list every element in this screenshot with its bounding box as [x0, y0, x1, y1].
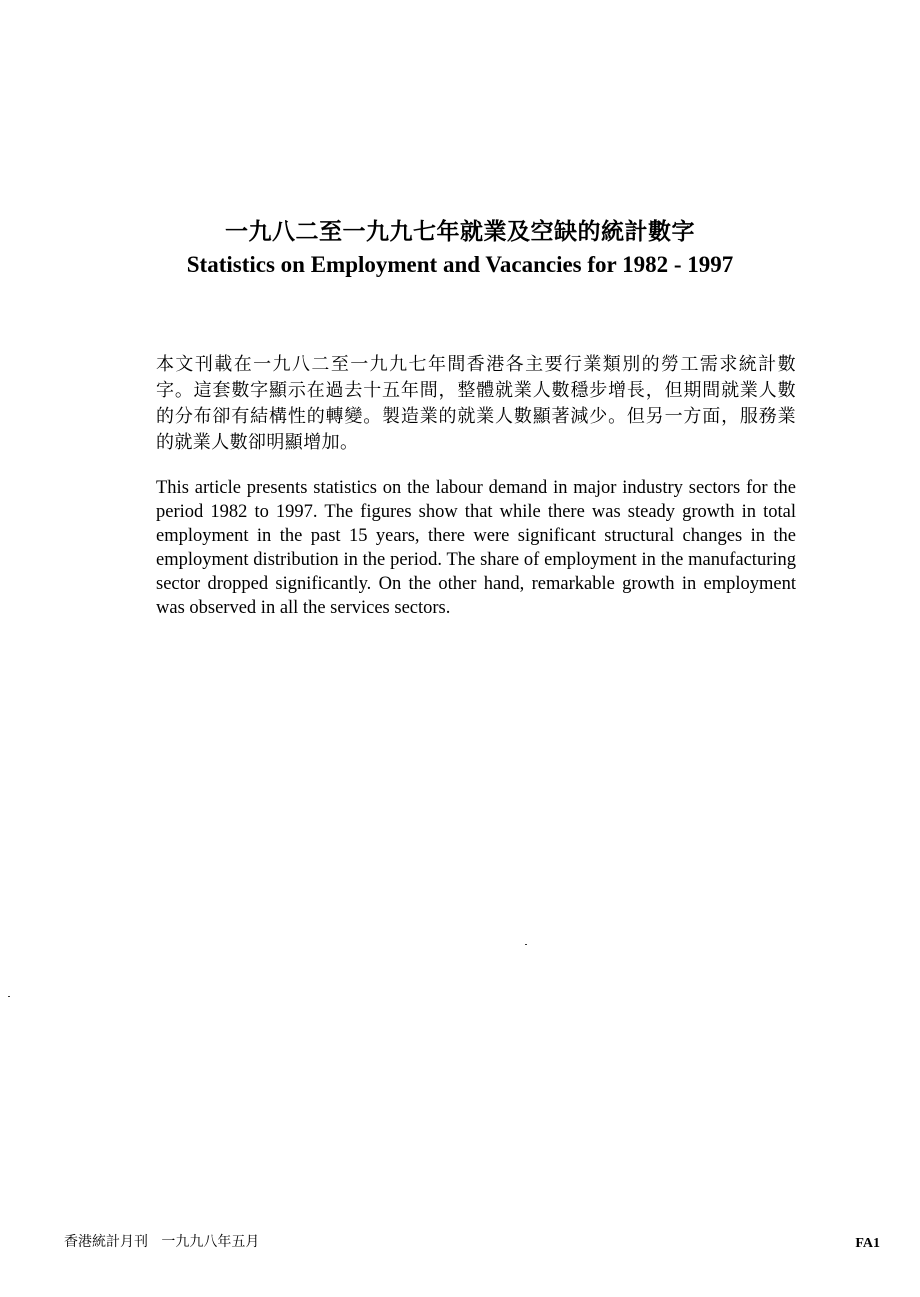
footer-publication-name: 香港統計月刊 [64, 1234, 148, 1250]
abstract-chinese: 本文刊載在一九八二至一九九七年間香港各主要行業類別的勞工需求統計數字。這套數字顯示在過去十五年間，整體就業人數穩步增長，但期間就業人數的分布卻有結構性的轉變。製造業的就業人數顯著減少。但另一方面，服務業的就業人數卻明顯增加。 [156, 354, 796, 453]
footer-page-number: FA1 [855, 1236, 880, 1251]
scan-speck [8, 996, 10, 997]
abstract-english: This article presents statistics on the labour demand in major industry sectors for the period 1982 to 1997. The figures show that while there was steady growth in total employment in the past 15 years, there were significant structural changes in the employment distribution in the period. The share of employment in the manufacturing sector dropped significantly. On the other hand, remarkable growth in employment was observed in all the services sectors. [156, 478, 796, 618]
footer-publication-info [64, 1232, 259, 1252]
article-title-block [0, 214, 920, 280]
article-title-chinese: 一九八二至一九九七年就業及空缺的統計數字 [225, 219, 695, 245]
footer-publication-date: 一九九八年五月 [161, 1234, 260, 1250]
article-title-english: Statistics on Employment and Vacancies for 1982 - 1997 [186, 252, 734, 277]
scan-speck [525, 944, 527, 945]
